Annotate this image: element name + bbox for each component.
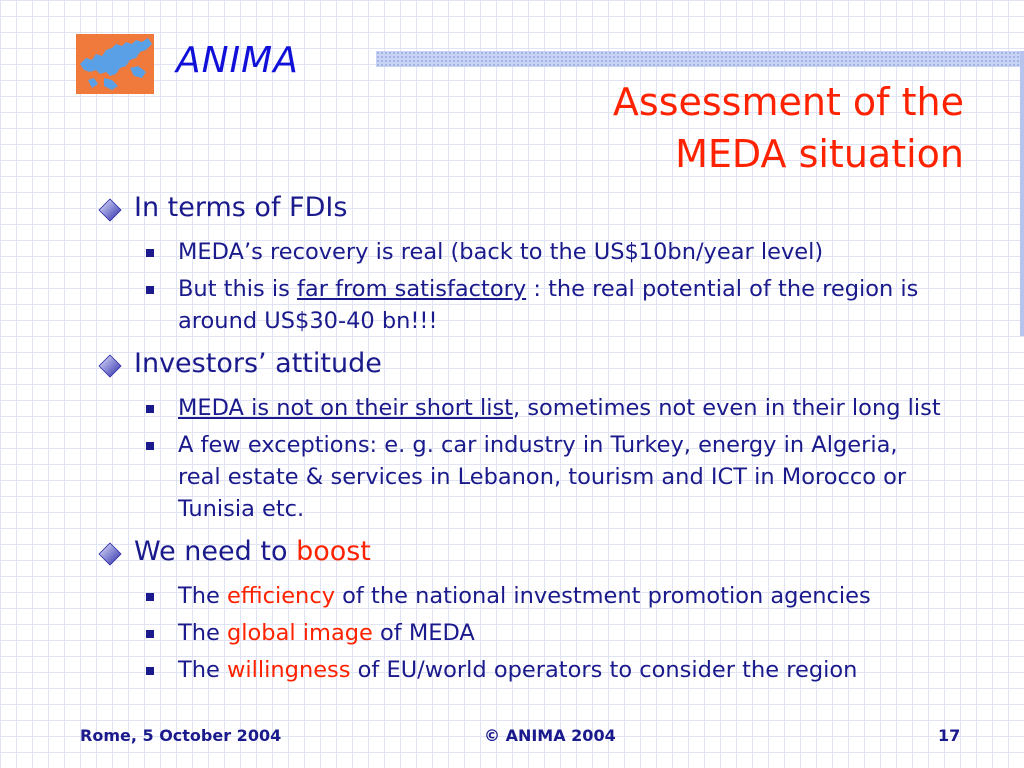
highlighted-word: global image <box>227 620 373 646</box>
square-bullet-icon <box>142 654 178 675</box>
header-band <box>376 51 1024 67</box>
diamond-bullet-icon <box>98 190 134 232</box>
right-edge-band <box>1020 51 1024 336</box>
section-heading-text <box>134 534 371 570</box>
underlined-phrase: MEDA is not on their short list <box>178 395 514 421</box>
list-item-text-part: of the national investment promotion agencies <box>335 583 871 609</box>
brand-name: ANIMA <box>176 40 299 81</box>
list-item <box>142 429 978 525</box>
list-item-text-part: of EU/world operators to consider the region <box>350 657 858 683</box>
section-heading <box>98 534 978 576</box>
list-item <box>142 617 978 649</box>
list-item <box>142 273 978 337</box>
highlighted-word: efficiency <box>227 583 336 609</box>
footer-copyright: © ANIMA 2004 <box>484 726 616 745</box>
underlined-phrase: far from satisfactory <box>297 276 527 302</box>
list-item-text <box>178 654 857 686</box>
list-item-text <box>178 617 475 649</box>
square-bullet-icon <box>142 429 178 450</box>
anima-logo-icon <box>76 34 154 94</box>
diamond-bullet-icon <box>98 346 134 388</box>
page-number: 17 <box>938 726 961 745</box>
section-heading-text-part: We need to <box>134 536 297 567</box>
slide-title <box>444 76 964 180</box>
section-heading <box>98 346 978 388</box>
list-item-text <box>178 273 978 337</box>
highlighted-word: willingness <box>227 657 351 683</box>
list-item <box>142 236 978 268</box>
list-item-text-part: , sometimes not even in their long list <box>513 395 941 421</box>
list-item-text-part: The <box>178 657 227 683</box>
section-heading-text: Investors’ attitude <box>134 348 382 379</box>
list-item-text: MEDA’s recovery is real (back to the US$10bn/year level) <box>178 239 824 265</box>
square-bullet-icon <box>142 273 178 294</box>
square-bullet-icon <box>142 580 178 601</box>
footer-date: Rome, 5 October 2004 <box>80 726 282 745</box>
slide-title-line-2: MEDA situation <box>675 132 964 176</box>
square-bullet-icon <box>142 617 178 638</box>
section-heading <box>98 190 978 232</box>
highlighted-word: boost <box>296 536 371 567</box>
list-item-text-part: The <box>178 583 227 609</box>
list-item-text <box>178 392 941 424</box>
square-bullet-icon <box>142 392 178 413</box>
list-item-text-part: The <box>178 620 227 646</box>
list-item-text-part: : the real potential of the region is around US$30-40 bn!!! <box>178 276 919 334</box>
slide-title-line-1: Assessment of the <box>612 80 964 124</box>
diamond-bullet-icon <box>98 534 134 576</box>
list-item-text-part: of MEDA <box>372 620 475 646</box>
list-item <box>142 654 978 686</box>
list-item-text <box>178 580 871 612</box>
section-heading-text: In terms of FDIs <box>134 192 348 223</box>
list-item-text: A few exceptions: e. g. car industry in Turkey, energy in Algeria, real estate & services in Lebanon, tourism and ICT in Morocco or Tunisia etc. <box>178 432 907 522</box>
slide-footer <box>0 722 1024 752</box>
square-bullet-icon <box>142 236 178 257</box>
list-item <box>142 392 978 424</box>
slide-content <box>98 190 978 691</box>
list-item <box>142 580 978 612</box>
list-item-text-part: But this is <box>178 276 298 302</box>
